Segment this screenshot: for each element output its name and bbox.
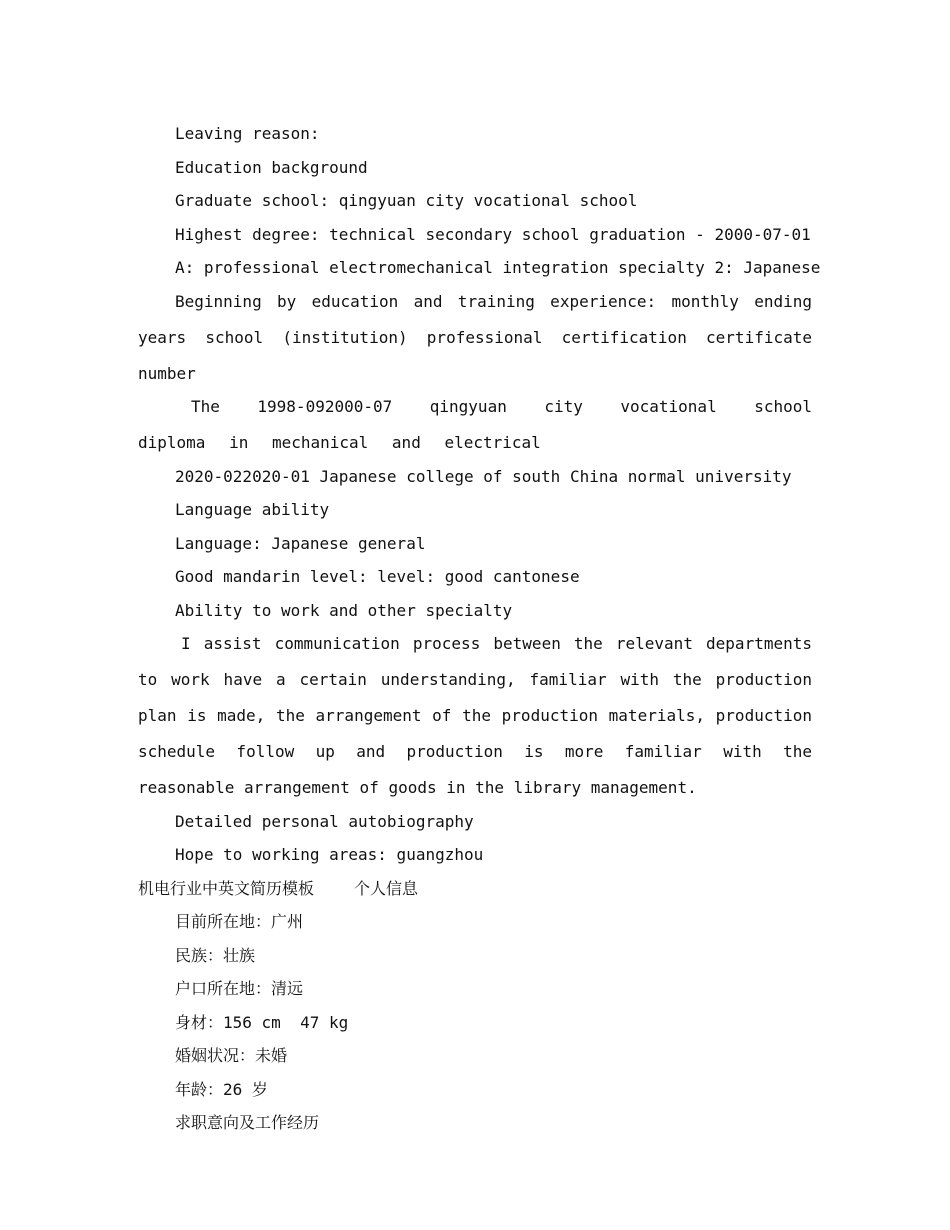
age-line: 年龄：26 岁: [175, 1079, 268, 1099]
document-body: [138, 116, 821, 1139]
ability-heading: Ability to work and other specialty: [175, 600, 513, 620]
graduate-school-line: Graduate school: qingyuan city vocational school: [175, 191, 638, 210]
professional-line: A: professional electromechanical integration specialty 2: Japanese: [175, 258, 821, 277]
ethnicity-line: 民族：壮族: [175, 945, 256, 965]
training-header-paragraph: Beginning by education and training experience: monthly ending years school (institution) professional certification certificate number: [138, 291, 812, 383]
height-weight-line: 身材：156 cm 47 kg: [175, 1012, 349, 1032]
mandarin-line: Good mandarin level: level: good cantonese: [175, 567, 580, 586]
language-heading: Language ability: [175, 500, 330, 519]
location-line: 目前所在地：广州: [175, 912, 304, 931]
hukou-line: 户口所在地：清远: [175, 979, 304, 998]
leaving-reason-line: Leaving reason:: [175, 124, 320, 143]
highest-degree-line: Highest degree: technical secondary school graduation - 2000-07-01: [175, 224, 811, 244]
marital-status-line: 婚姻状况：未婚: [175, 1046, 288, 1065]
resume-title-line: [138, 871, 812, 907]
training-1998-paragraph: The 1998-092000-07 qingyuan city vocational school diploma in mechanical and electrical: [138, 397, 812, 452]
training-2020-line: 2020-022020-01 Japanese college of south China normal university: [175, 466, 792, 486]
working-area-line: Hope to working areas: guangzhou: [175, 845, 484, 864]
autobiography-heading: Detailed personal autobiography: [175, 811, 474, 831]
personal-info-heading: 个人信息: [354, 878, 419, 898]
language-line: Language: Japanese general: [175, 533, 426, 553]
resume-title: 机电行业中英文简历模板: [138, 878, 315, 898]
education-heading: Education background: [175, 157, 368, 177]
job-intent-heading: 求职意向及工作经历: [175, 1113, 320, 1132]
ability-paragraph: I assist communication process between the relevant departments to work have a certain understanding, familiar with the production plan is made, the arrangement of the production materials, production schedule follow up and production is more familiar with the reasonable arrangement of goods in the library management.: [138, 634, 812, 797]
